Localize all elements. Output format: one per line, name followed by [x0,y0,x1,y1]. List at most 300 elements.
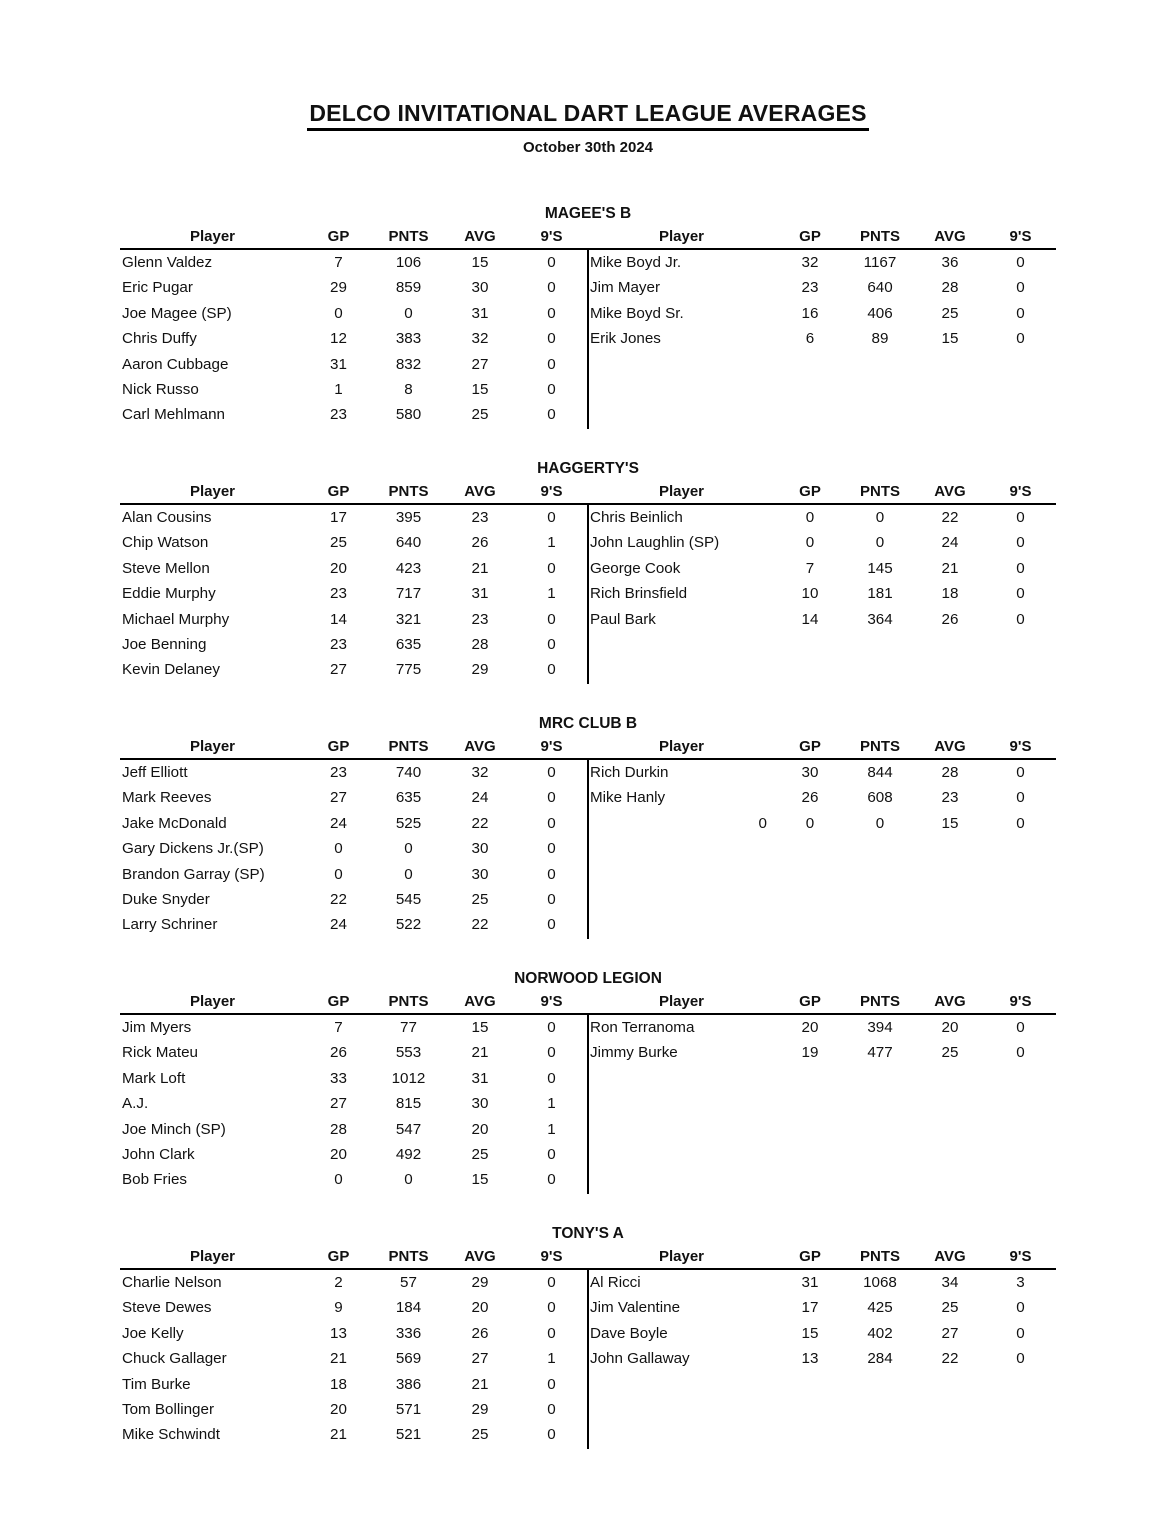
column-header: Player [658,483,705,500]
stat-cell: 0 [875,509,885,526]
stat-cell: 844 [867,764,893,781]
table-row [120,1422,588,1447]
stat-cell: 815 [395,1095,422,1113]
stat-cell: 0 [547,279,556,297]
column-header-row [120,736,1056,760]
table-row [120,1167,588,1192]
stat-cell: 31 [801,1274,819,1291]
stat-cell: 7 [334,254,343,271]
stat-cell: 3 [1016,1274,1025,1291]
stat-cell: 394 [867,1019,893,1036]
stat-cell: 31 [471,304,489,322]
player-name-cell: Jim Mayer [590,279,661,297]
player-name-cell: Al Ricci [590,1274,641,1291]
table-row [588,556,1056,581]
stat-cell: 21 [941,559,959,577]
stat-cell: 0 [547,1426,556,1444]
stat-cell: 13 [330,1324,347,1342]
stat-cell: 0 [547,1324,556,1342]
stat-cell: 25 [471,406,489,424]
right-roster [588,505,1056,684]
stat-cell: 608 [867,789,893,807]
stat-cell: 20 [330,1400,347,1418]
left-roster [120,760,588,939]
column-header-row [120,481,1056,505]
table-row [120,887,588,912]
stat-cell: 28 [941,279,959,297]
column-header-half [120,481,588,503]
stat-cell: 406 [867,304,893,322]
stat-cell: 23 [330,635,347,653]
stat-cell: 425 [867,1299,893,1317]
table-row [120,912,588,937]
stat-cell: 0 [334,304,343,322]
stat-cell: 0 [334,865,343,883]
table-row [120,530,588,555]
stat-cell: 635 [395,635,422,653]
stat-cell: 0 [547,814,556,832]
stat-cell: 14 [801,610,819,628]
stat-cell: 30 [801,764,819,781]
stat-cell: 0 [547,635,556,653]
left-roster [120,1015,588,1194]
column-header: Player [658,228,705,245]
stat-cell: 23 [801,279,819,297]
player-name-cell: Mike Boyd Jr. [590,254,682,271]
stat-cell: 0 [1016,1044,1025,1062]
column-header: AVG [464,483,496,500]
player-name-cell: Mark Loft [122,1069,186,1087]
stat-cell: 0 [547,610,556,628]
left-roster [120,1270,588,1449]
stat-cell: 0 [404,304,413,322]
player-name-cell: Ron Terranoma [590,1019,695,1036]
stat-cell: 21 [330,1350,347,1368]
column-header: GP [799,228,821,245]
player-name-cell: Chip Watson [122,534,209,552]
stat-cell: 0 [547,1069,556,1087]
stat-cell: 27 [330,789,347,807]
stat-cell: 17 [801,1299,819,1317]
player-name-cell: Michael Murphy [122,610,230,628]
stat-cell: 477 [867,1044,893,1062]
title-wrap [0,100,1176,131]
stat-cell: 0 [805,509,815,526]
stat-cell: 553 [395,1044,422,1062]
stat-cell: 0 [547,1171,556,1189]
table-row [120,836,588,861]
team-section [120,457,1056,684]
table-row [588,811,1056,836]
table-row [120,1346,588,1371]
stat-cell: 23 [330,406,347,424]
stat-cell: 25 [471,1426,489,1444]
player-name-cell: Paul Bark [590,610,656,628]
stat-cell: 0 [334,1171,343,1189]
column-header-half [588,226,1056,248]
team-section [120,202,1056,429]
right-roster [588,760,1056,939]
stat-cell: 859 [395,279,422,297]
stat-cell: 22 [471,814,489,832]
player-name-cell: Eric Pugar [122,279,193,297]
stat-cell: 15 [801,1324,819,1342]
stat-cell: 22 [471,916,489,934]
stat-cell: 284 [867,1350,893,1368]
stat-cell: 2 [334,1274,343,1291]
stat-cell: 0 [1016,304,1025,322]
team-rows [120,760,1056,939]
player-name-cell: Jake McDonald [122,814,227,832]
stat-cell: 1 [334,380,343,398]
team-rows [120,505,1056,684]
player-name-cell: Bob Fries [122,1171,187,1189]
stat-cell: 0 [547,380,556,398]
stat-cell: 492 [395,1145,422,1163]
stat-cell: 0 [334,840,343,858]
column-header: GP [799,1248,821,1265]
stat-cell: 0 [547,254,556,271]
stat-cell: 383 [395,330,422,348]
player-name-cell: Joe Magee (SP) [122,304,232,322]
team-name: MRC CLUB B [538,715,638,732]
team-name: TONY'S A [552,1225,624,1242]
table-row [120,326,588,351]
stat-cell: 20 [471,1299,489,1317]
player-name-cell: Chris Beinlich [590,509,683,526]
stat-cell: 640 [395,534,422,552]
stat-cell: 1 [547,585,556,603]
stat-cell: 0 [547,304,556,322]
column-header-half [120,226,588,248]
stat-cell: 0 [404,865,413,883]
stat-cell: 23 [471,509,489,526]
column-header: PNTS [388,228,429,245]
stat-cell: 0 [1016,1324,1025,1342]
column-header: AVG [934,738,966,755]
player-name-cell: Dave Boyle [590,1324,668,1342]
stat-cell: 522 [395,916,422,934]
player-name-cell: Chris Duffy [122,330,197,348]
stat-cell: 22 [941,1350,959,1368]
table-divider-line [587,1270,589,1449]
table-row [120,402,588,427]
stat-cell: 0 [875,534,885,552]
right-roster [588,250,1056,429]
player-name-cell: Chuck Gallager [122,1350,227,1368]
player-name-cell: Mike Hanly [590,789,666,807]
column-header: GP [327,1248,350,1265]
table-row [120,352,588,377]
column-header: AVG [464,1248,496,1265]
team-name: MAGEE'S B [544,205,632,222]
column-header-half [120,991,588,1013]
stat-cell: 0 [547,1375,556,1393]
player-name-cell: Joe Benning [122,635,207,653]
stat-cell: 15 [471,380,489,398]
stat-cell: 22 [330,890,347,908]
stat-cell: 25 [941,304,959,322]
stat-cell: 36 [941,254,959,271]
stat-cell: 21 [471,1375,489,1393]
table-row [588,581,1056,606]
stat-cell: 30 [471,865,489,883]
player-name-cell: Rick Mateu [122,1044,198,1062]
column-header: PNTS [388,1248,429,1265]
table-row [120,607,588,632]
stat-cell: 15 [941,330,959,348]
stat-cell: 27 [941,1324,959,1342]
stat-cell: 145 [867,559,893,577]
column-header: GP [799,738,821,755]
player-name-cell: Tim Burke [122,1375,191,1393]
stat-cell: 1 [547,1095,556,1113]
stat-cell: 0 [1016,509,1025,526]
table-row [588,250,1056,275]
stat-cell: 27 [330,1095,347,1113]
stat-cell: 27 [330,661,347,679]
table-row [120,301,588,326]
table-row [588,1321,1056,1346]
stat-cell: 0 [805,814,815,832]
table-row [120,1321,588,1346]
stat-cell: 13 [801,1350,819,1368]
player-name-cell: Glenn Valdez [122,254,213,271]
stat-cell: 386 [395,1375,422,1393]
stat-cell: 27 [471,355,489,373]
column-header: 9'S [1009,483,1032,500]
stat-cell: 26 [941,610,959,628]
team-name: NORWOOD LEGION [514,970,662,987]
stat-cell: 364 [867,610,893,628]
stat-cell: 31 [330,355,347,373]
stat-cell: 30 [471,279,489,297]
stat-cell: 18 [330,1375,347,1393]
player-name-cell: George Cook [590,559,681,577]
table-row [588,301,1056,326]
stat-cell: 775 [395,661,422,679]
stat-cell: 0 [547,661,556,679]
team-rows [120,1015,1056,1194]
player-name-cell: Rich Durkin [590,764,669,781]
stat-cell: 28 [941,764,959,781]
column-header: Player [189,993,236,1010]
stat-cell: 0 [404,840,413,858]
stat-cell: 14 [330,610,347,628]
stat-cell: 580 [395,406,422,424]
stat-cell: 184 [395,1299,422,1317]
column-header: PNTS [388,993,429,1010]
table-row [120,1091,588,1116]
column-header: AVG [934,1248,966,1265]
stat-cell: 0 [547,890,556,908]
left-roster [120,505,588,684]
stat-cell: 33 [330,1069,347,1087]
stat-cell: 18 [941,585,959,603]
stat-cell: 0 [547,509,556,526]
table-row [120,760,588,785]
player-name-cell: Charlie Nelson [122,1274,222,1291]
player-name-cell: Larry Schriner [122,916,218,934]
stat-cell: 0 [1016,1299,1025,1317]
table-row [120,1066,588,1091]
stat-cell: 28 [330,1120,347,1138]
table-divider-line [587,505,589,684]
table-row [588,505,1056,530]
table-row [588,1346,1056,1371]
stat-cell: 26 [471,534,489,552]
stat-cell: 1068 [863,1274,897,1291]
column-header-row [120,1246,1056,1270]
column-header: GP [799,993,821,1010]
column-header-row [120,226,1056,250]
stat-cell: 1012 [391,1069,426,1087]
team-rows [120,250,1056,429]
column-header: 9'S [1009,1248,1032,1265]
column-header: Player [658,993,705,1010]
column-header: 9'S [1009,993,1032,1010]
player-name-cell: Mark Reeves [122,789,212,807]
stat-cell: 29 [471,1274,489,1291]
column-header: Player [189,483,236,500]
stat-cell: 21 [330,1426,347,1444]
stat-cell: 395 [395,509,422,526]
table-divider-line [587,1015,589,1194]
stat-cell: 25 [471,1145,489,1163]
player-name-cell: Joe Kelly [122,1324,184,1342]
stat-cell: 89 [871,330,889,348]
table-row [588,275,1056,300]
stat-cell: 740 [395,764,422,781]
player-name-cell: John Laughlin (SP) [590,534,720,552]
column-header: PNTS [388,483,429,500]
player-name-cell: Steve Mellon [122,559,210,577]
stat-cell: 0 [547,865,556,883]
stat-cell: 10 [801,585,819,603]
document-date: October 30th 2024 [522,139,654,156]
stat-cell: 25 [330,534,347,552]
stat-cell: 1 [547,534,556,552]
stat-cell: 29 [471,661,489,679]
stat-cell: 57 [400,1274,417,1291]
stat-cell: 0 [1016,1019,1025,1036]
player-name-cell: Gary Dickens Jr.(SP) [122,840,264,858]
stat-cell: 0 [547,1019,556,1036]
stat-cell: 402 [867,1324,893,1342]
table-row [120,632,588,657]
stat-cell: 24 [330,916,347,934]
stat-cell: 0 [547,559,556,577]
stat-cell: 547 [395,1120,422,1138]
player-name-cell: Brandon Garray (SP) [122,865,265,883]
player-name-cell: 0 [758,814,767,832]
player-name-cell: Mike Schwindt [122,1426,220,1444]
player-name-cell: Alan Cousins [122,509,212,526]
table-row [120,377,588,402]
table-divider-line [587,760,589,939]
stat-cell: 20 [330,559,347,577]
stat-cell: 26 [471,1324,489,1342]
stat-cell: 30 [471,840,489,858]
column-header: Player [189,1248,236,1265]
stat-cell: 6 [805,330,815,348]
player-name-cell: Tom Bollinger [122,1400,215,1418]
table-row [120,785,588,810]
player-name-cell: Jimmy Burke [590,1044,678,1062]
stat-cell: 181 [867,585,893,603]
stat-cell: 0 [547,355,556,373]
stat-cell: 20 [471,1120,489,1138]
table-row [120,1270,588,1295]
column-header: 9'S [540,993,563,1010]
stat-cell: 0 [1016,789,1025,807]
column-header-half [588,481,1056,503]
stat-cell: 635 [395,789,422,807]
column-header: Player [658,738,705,755]
stat-cell: 29 [330,279,347,297]
stat-cell: 569 [395,1350,422,1368]
table-row [120,1040,588,1065]
stat-cell: 0 [1016,610,1025,628]
stat-cell: 30 [471,1095,489,1113]
stat-cell: 20 [330,1145,347,1163]
stat-cell: 0 [1016,585,1025,603]
stat-cell: 0 [1016,814,1025,832]
player-name-cell: Jim Valentine [590,1299,681,1317]
table-row [120,1295,588,1320]
stat-cell: 20 [801,1019,819,1036]
stat-cell: 0 [547,1400,556,1418]
stat-cell: 19 [801,1044,819,1062]
stat-cell: 32 [471,764,489,781]
player-name-cell: Jeff Elliott [122,764,188,781]
stat-cell: 106 [395,254,422,271]
stat-cell: 24 [330,814,347,832]
stat-cell: 8 [404,380,413,398]
team-section [120,712,1056,939]
column-header: GP [327,738,350,755]
table-row [588,607,1056,632]
stat-cell: 321 [395,610,422,628]
table-row [120,862,588,887]
table-row [120,1372,588,1397]
table-row [588,530,1056,555]
column-header: PNTS [859,993,900,1010]
stat-cell: 22 [941,509,959,526]
player-name-cell: Nick Russo [122,380,199,398]
stat-cell: 0 [1016,330,1025,348]
table-row [120,250,588,275]
stat-cell: 15 [471,254,489,271]
stat-cell: 1 [547,1120,556,1138]
column-header: Player [189,738,236,755]
column-header-half [588,736,1056,758]
table-row [120,505,588,530]
column-header: PNTS [859,228,900,245]
stat-cell: 16 [801,304,819,322]
player-name-cell: A.J. [122,1095,149,1113]
player-name-cell: Joe Minch (SP) [122,1120,226,1138]
column-header: AVG [934,993,966,1010]
stat-cell: 1 [547,1350,556,1368]
table-row [120,657,588,682]
player-name-cell: Erik Jones [590,330,661,348]
left-roster [120,250,588,429]
column-header: AVG [464,993,496,1010]
column-header: 9'S [540,738,563,755]
stat-cell: 0 [875,814,885,832]
player-name-cell: Kevin Delaney [122,661,220,679]
